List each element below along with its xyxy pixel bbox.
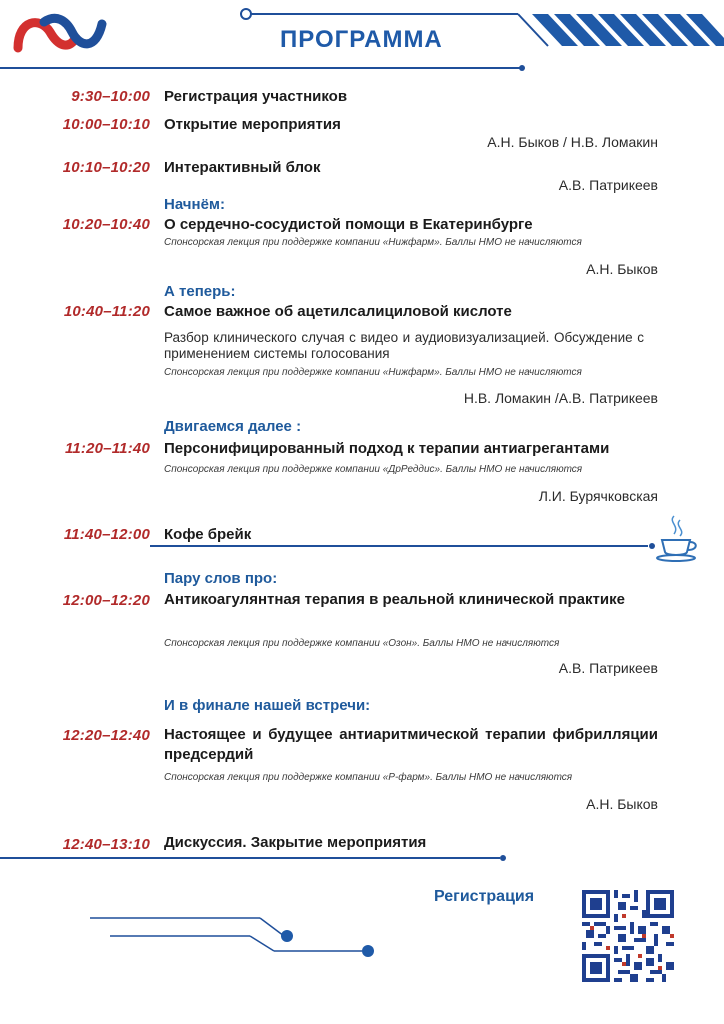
time-slot: 11:40–12:00 xyxy=(63,526,150,543)
session-title: Кофе брейк xyxy=(164,526,252,543)
sponsor-note: Спонсорская лекция при поддержке компании «ДрРеддис». Баллы НМО не начисляются xyxy=(164,464,583,475)
section-heading: Пару слов про: xyxy=(164,570,278,587)
sponsor-note: Спонсорская лекция при поддержке компании «Озон». Баллы НМО не начисляются xyxy=(164,638,560,649)
session-title: Настоящее и будущее антиаритмической терапии фибрилляции предсердий xyxy=(164,726,658,763)
session-title: Дискуссия. Закрытие мероприятия xyxy=(164,834,427,851)
footer-decor xyxy=(80,900,390,970)
sponsor-note: Спонсорская лекция при поддержке компании «Нижфарм». Баллы НМО не начисляются xyxy=(164,367,582,378)
time-slot: 10:00–10:10 xyxy=(62,116,150,133)
section-heading: Двигаемся далее : xyxy=(164,418,302,435)
session-title: Интерактивный блок xyxy=(164,159,321,176)
session-title: Самое важное об ацетилсалициловой кислоте xyxy=(164,303,512,320)
sponsor-note: Спонсорская лекция при поддержке компании «Нижфарм». Баллы НМО не начисляются xyxy=(164,237,582,248)
registration-label: Регистрация xyxy=(434,888,535,905)
time-slot: 12:40–13:10 xyxy=(62,836,150,853)
qr-code-icon[interactable] xyxy=(582,890,674,982)
speaker: А.Н. Быков / Н.В. Ломакин xyxy=(487,134,658,150)
speaker: А.В. Патрикеев xyxy=(558,177,658,193)
session-title: Персонифицированный подход к терапии антиагрегантами xyxy=(164,440,610,457)
time-slot: 10:20–10:40 xyxy=(62,216,150,233)
session-title: Регистрация участников xyxy=(164,88,348,105)
sponsor-note: Спонсорская лекция при поддержке компании «Р-фарм». Баллы НМО не начисляются xyxy=(164,772,573,783)
page-title: ПРОГРАММА xyxy=(280,26,443,53)
time-slot: 11:20–11:40 xyxy=(64,440,150,457)
speaker: А.В. Патрикеев xyxy=(558,660,658,676)
section-heading: И в финале нашей встречи: xyxy=(164,697,371,714)
session-title: Открытие мероприятия xyxy=(164,116,341,133)
coffee-break-divider xyxy=(150,540,660,552)
session-description: Разбор клинического случая с видео и аудиовизуализацией. Обсуждение с применением системы голосования xyxy=(164,330,644,361)
speaker: А.Н. Быков xyxy=(586,261,658,277)
section-heading: А теперь: xyxy=(164,283,236,300)
session-title: Антикоагулянтная терапия в реальной клинической практике xyxy=(164,591,625,608)
time-slot: 9:30–10:00 xyxy=(71,88,150,105)
speaker: А.Н. Быков xyxy=(586,796,658,812)
time-slot: 12:20–12:40 xyxy=(62,727,150,744)
time-slot: 10:10–10:20 xyxy=(62,159,150,176)
session-title: О сердечно-сосудистой помощи в Екатеринбурге xyxy=(164,216,533,233)
speaker: Л.И. Бурячковская xyxy=(538,488,658,504)
time-slot: 10:40–11:20 xyxy=(63,303,150,320)
section-heading: Начнём: xyxy=(164,196,226,213)
speaker: Н.В. Ломакин /А.В. Патрикеев xyxy=(463,390,658,406)
closing-divider xyxy=(0,852,510,864)
coffee-cup-icon xyxy=(654,512,700,564)
time-slot: 12:00–12:20 xyxy=(62,592,150,609)
